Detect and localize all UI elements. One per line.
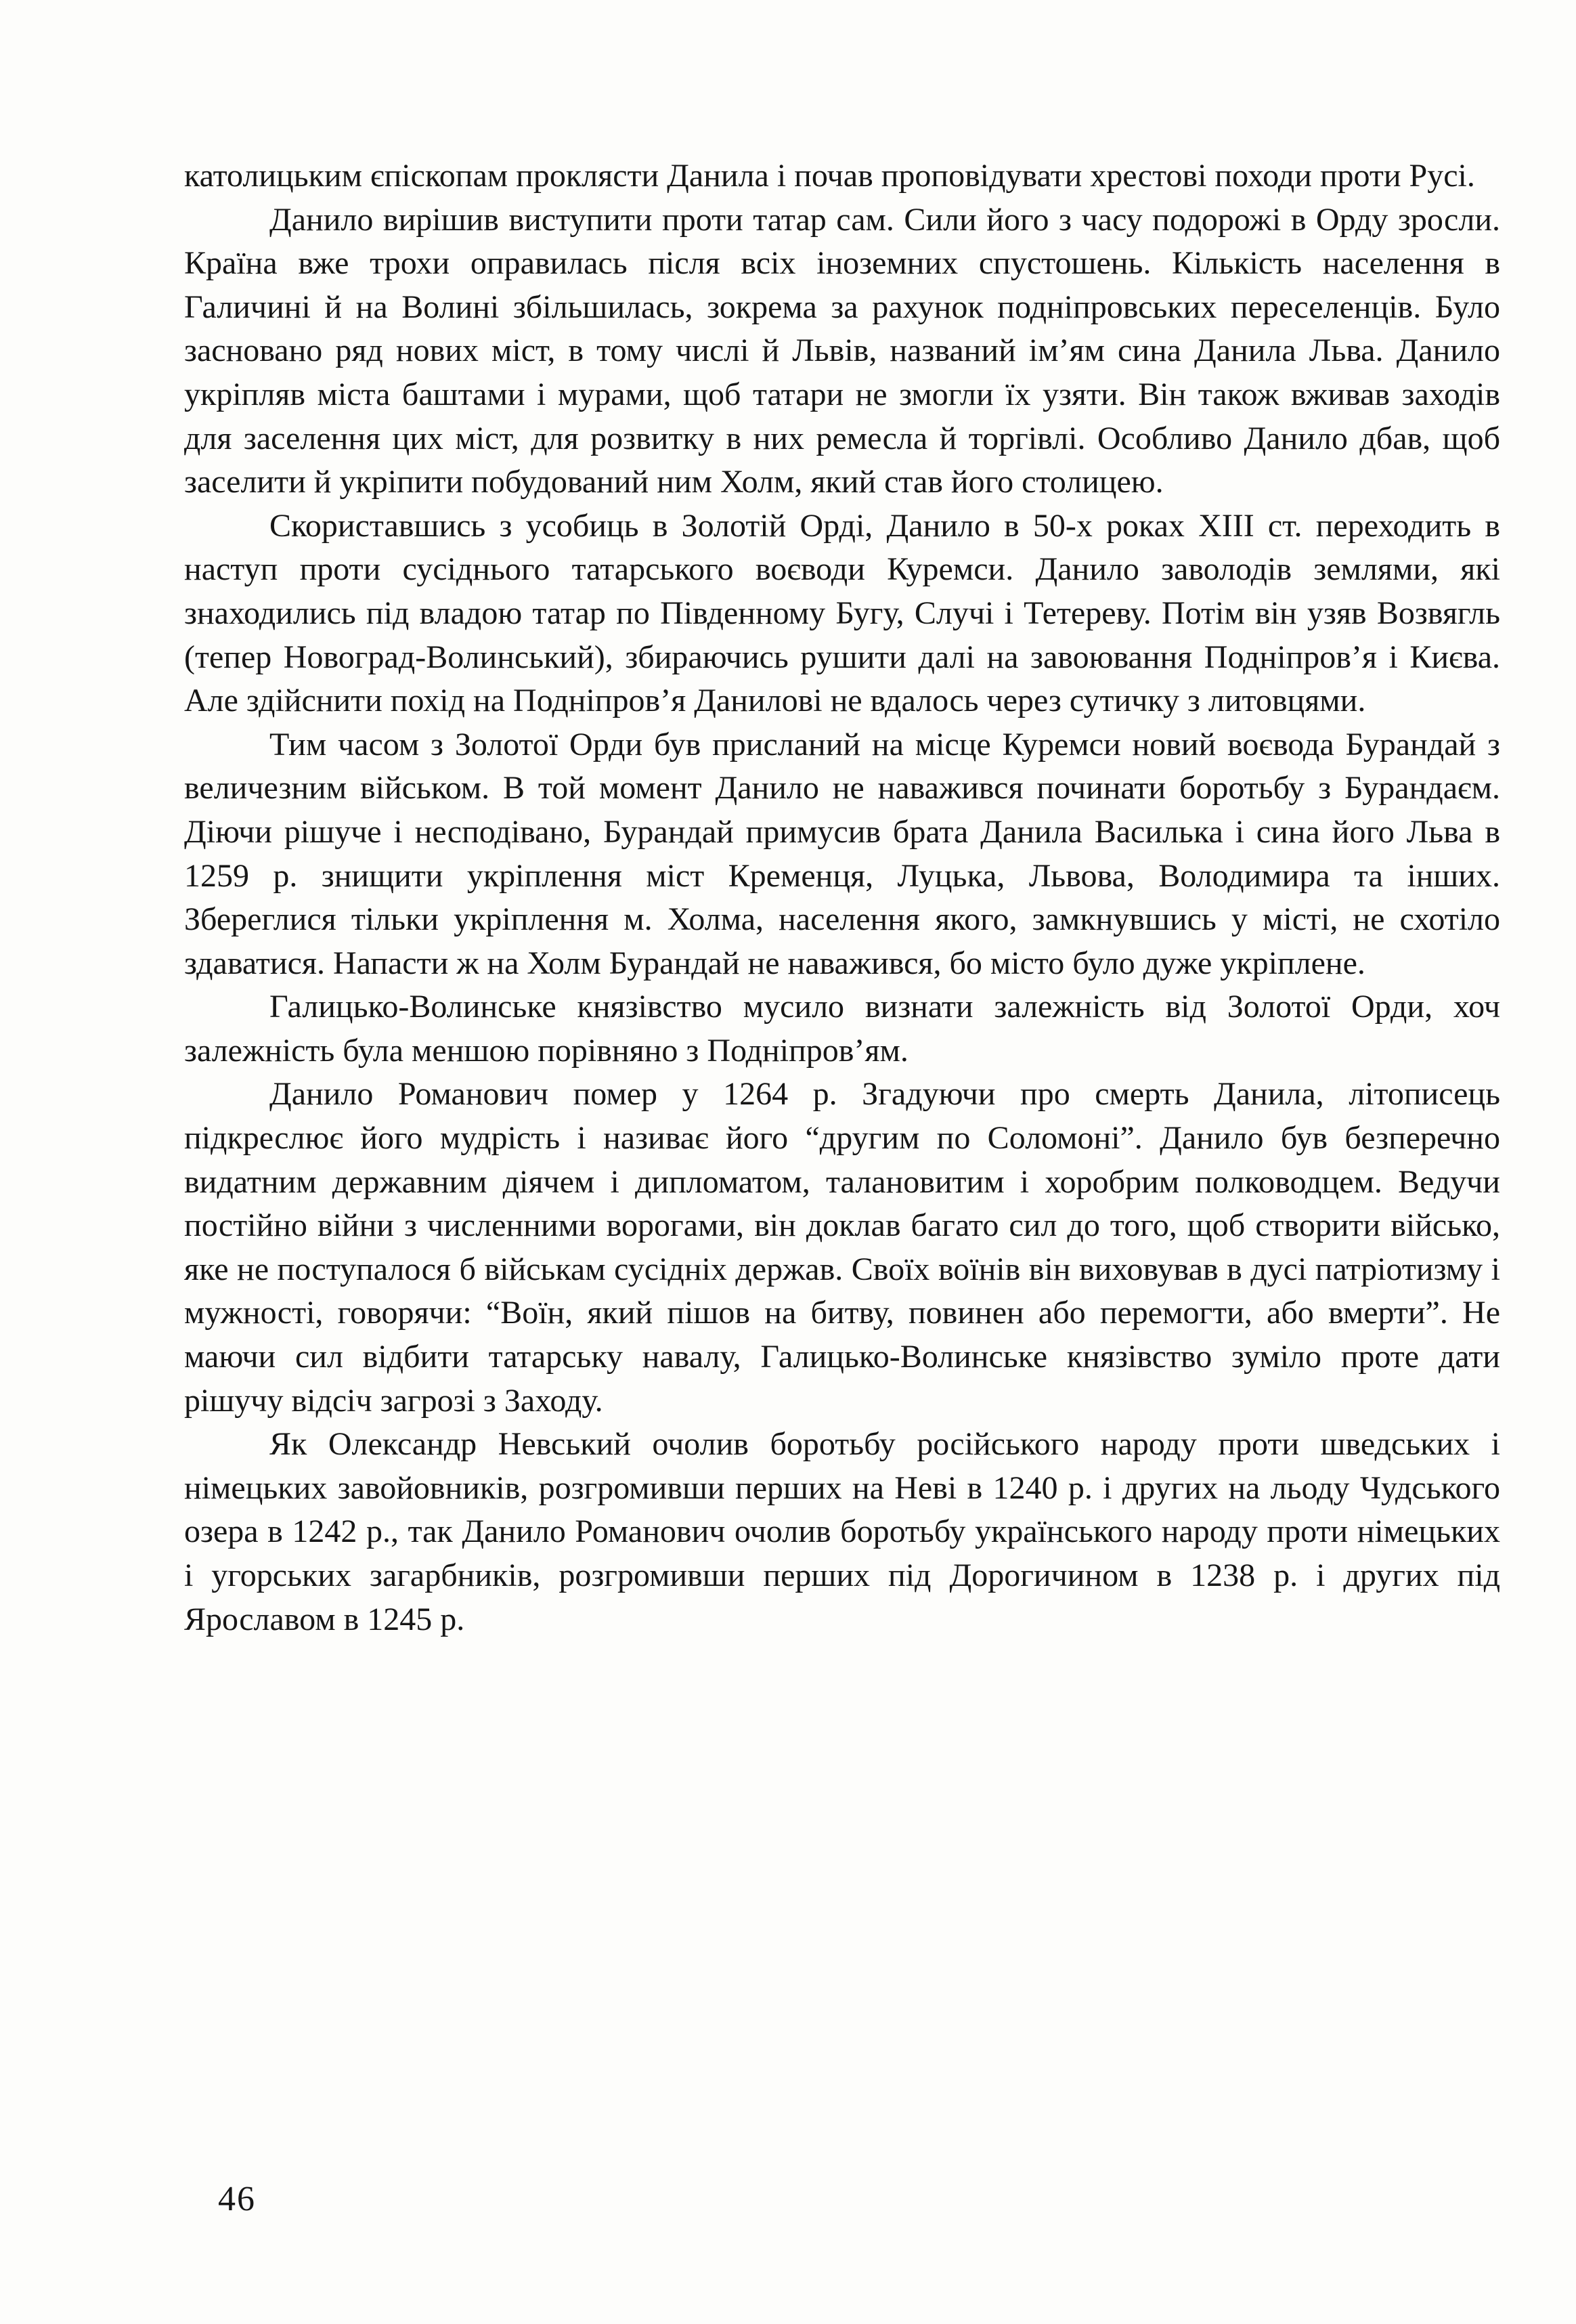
page-number: 46	[218, 2180, 256, 2218]
paragraph-burundai: Тим часом з Золотої Орди був присланий на місце Куремси новий воєвода Бурандай з величезним військом. В той момент Данило не наважився починати боротьбу з Бурандаєм. Діючи рішуче і несподівано, Бурандай примусив брата Данила Василька і сина його Льва в 1259 р. знищити укріплення міст Кременця, Луцька, Львова, Володимира та інших. Збереглися тільки укріплення м. Холма, населення якого, замкнувшись у місті, не схотіло здаватися. Напасти ж на Холм Бурандай не наважився, бо місто було дуже укріплене.	[184, 726, 1500, 981]
body-text	[184, 154, 1500, 1641]
paragraph-dependence: Галицько-Волинське князівство мусило визнати залежність від Золотої Орди, хоч залежність була меншою порівняно з Подніпров’ям.	[184, 989, 1500, 1069]
paragraph-danylo-against-tatars: Данило вирішив виступити проти татар сам. Сили його з часу подорожі в Орду зросли. Країна вже трохи оправилась після всіх іноземних спустошень. Кількість населення в Галичині й на Волині збільшилась, зокрема за рахунок подніпровських переселенців. Було засновано ряд нових міст, в тому числі й Львів, названий ім’ям сина Данила Льва. Данило укріпляв міста баштами і мурами, щоб татари не змогли їх узяти. Він також вживав заходів для заселення цих міст, для розвитку в них ремесла й торгівлі. Особливо Данило дбав, щоб заселити й укріпити побудований ним Холм, який став його столицею.	[184, 201, 1500, 500]
paragraph-continuation: католицьким єпіскопам проклясти Данила і почав проповідувати хрестові походи проти Русі.	[184, 158, 1475, 194]
paragraph-danylo-death: Данило Романович помер у 1264 р. Згадуючи про смерть Данила, літописець підкреслює його мудрість і називає його “другим по Соломоні”. Данило був безперечно видатним державним діячем і дипломатом, талановитим і хоробрим полководцем. Ведучи постійно війни з численними ворогами, він доклав багато сил до того, щоб створити військо, яке не поступалося б військам сусідніх держав. Своїх воїнів він виховував в дусі патріотизму і мужності, говорячи: “Воїн, який пішов на битву, повинен або перемогти, або вмерти”. Не маючи сил відбити татарську навалу, Галицько-Волинське князівство зуміло проте дати рішучу відсіч загрозі з Заходу.	[184, 1076, 1500, 1419]
paragraph-offensive-kuremsa: Скориставшись з усобиць в Золотій Орді, Данило в 50-х роках XIII ст. переходить в наступ проти сусіднього татарського воєводи Куремси. Данило заволодів землями, які знаходились під владою татар по Південному Бугу, Случі і Тетереву. Потім він узяв Возвягль (тепер Новоград-Волинський), збираючись рушити далі на завоювання Подніпров’я і Києва. Але здійснити похід на Подніпров’я Данилові не вдалось через сутичку з литовцями.	[184, 507, 1500, 719]
paragraph-nevsky-comparison: Як Олександр Невський очолив боротьбу російського народу проти шведських і німецьких завойовників, розгромивши перших на Неві в 1240 р. і других на льоду Чудського озера в 1242 р., так Данило Романович очолив боротьбу українського народу проти німецьких і угорських загарбників, розгромивши перших під Дорогичином в 1238 р. і других під Ярославом в 1245 р.	[184, 1426, 1500, 1637]
